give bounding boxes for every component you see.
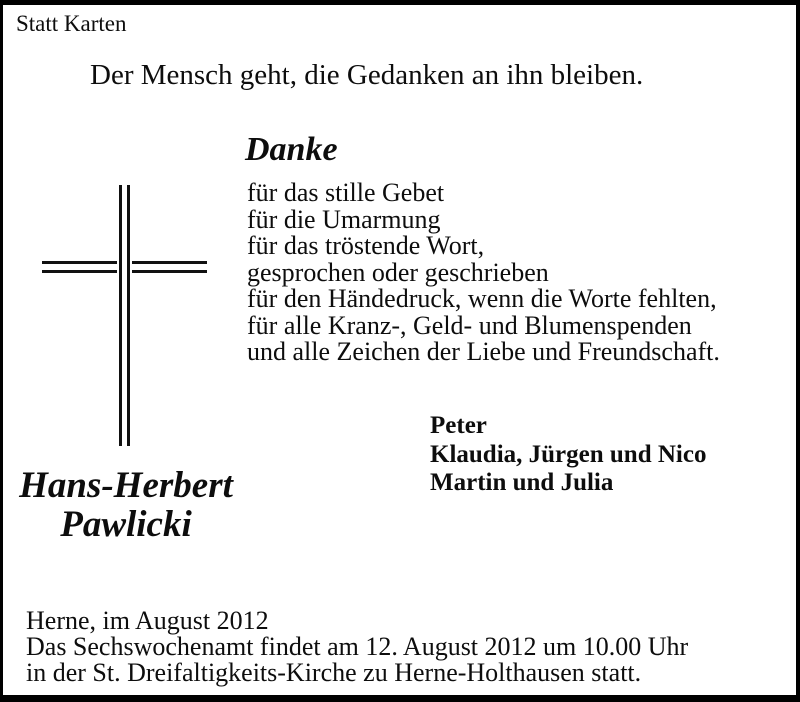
thanks-line: für die Umarmung <box>247 204 441 234</box>
mourners-list <box>430 412 706 498</box>
thanks-line: für das tröstende Wort, <box>247 231 485 260</box>
thanks-list <box>247 180 720 366</box>
statt-karten-label: Statt Karten <box>16 11 127 36</box>
thanks-line: für das stille Gebet <box>247 178 445 207</box>
footer-block <box>26 608 688 685</box>
deceased-last-name: Pawlicki <box>60 504 192 545</box>
thanks-line: für den Händedruck, wenn die Worte fehlten, <box>247 284 717 313</box>
thanks-title: Danke <box>245 131 338 168</box>
footer-line-service-2: in der St. Dreifaltigkeits-Kirche zu Herne-Holthausen statt. <box>26 657 642 687</box>
thanks-line: gesprochen oder geschrieben <box>247 257 549 287</box>
mourner-line: Peter <box>430 412 487 439</box>
cross-vertical-rule <box>119 185 122 446</box>
cross-vertical-beam <box>117 185 132 446</box>
deceased-first-name: Hans-Herbert <box>19 465 233 506</box>
deceased-name <box>18 466 234 544</box>
thanks-line: für alle Kranz-, Geld- und Blumenspenden <box>247 310 692 340</box>
cross-vertical-rule <box>127 185 130 446</box>
footer-line-place-date: Herne, im August 2012 <box>26 606 269 635</box>
footer-line-service-1: Das Sechswochenamt findet am 12. August 2012 um 10.00 Uhr <box>26 631 689 661</box>
epigraph-line: Der Mensch geht, die Gedanken an ihn bleiben. <box>90 59 644 91</box>
mourner-line: Klaudia, Jürgen und Nico <box>430 440 707 468</box>
mourner-line: Martin und Julia <box>430 469 614 496</box>
thanks-line: und alle Zeichen der Liebe und Freundschaft. <box>247 337 720 366</box>
